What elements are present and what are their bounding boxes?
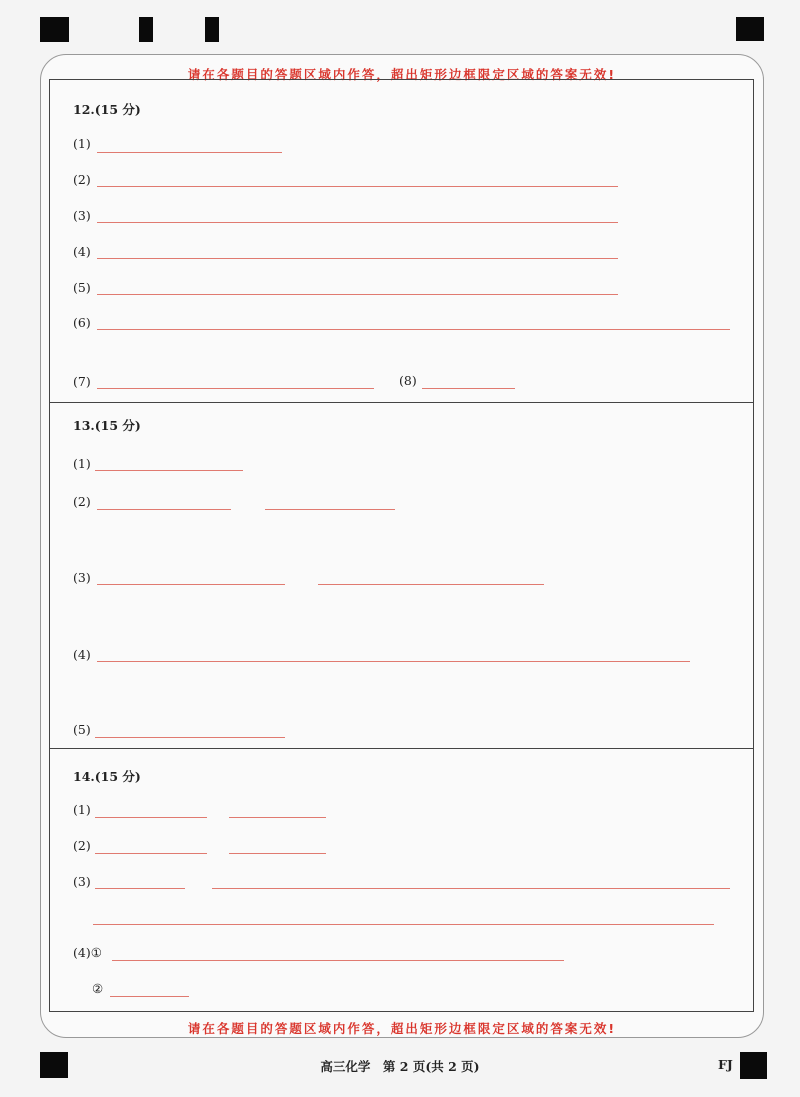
q12-answer-line-3[interactable] <box>97 222 618 223</box>
answer-box <box>49 79 754 1012</box>
q12-answer-line-5[interactable] <box>97 294 618 295</box>
q14-label-4: (4)① <box>73 945 102 960</box>
q13-answer-line-2a[interactable] <box>97 509 231 510</box>
q14-answer-line-4a[interactable] <box>112 960 564 961</box>
section-divider <box>50 748 753 749</box>
q13-label-1: (1) <box>73 456 91 471</box>
q14-answer-line-3b[interactable] <box>212 888 730 889</box>
registration-mark <box>736 17 764 41</box>
q14-answer-line-3a[interactable] <box>95 888 185 889</box>
q13-label-4: (4) <box>73 647 91 662</box>
q14-answer-line-2b[interactable] <box>229 853 326 854</box>
q12-label-5: (5) <box>73 280 91 295</box>
q12-answer-line-6[interactable] <box>97 329 730 330</box>
page-footer: 高三化学 第 2 页(共 2 页) <box>320 1059 480 1074</box>
q13-title: 13.(15 分) <box>73 418 141 433</box>
registration-mark <box>40 17 69 42</box>
q13-answer-line-3a[interactable] <box>97 584 285 585</box>
q13-answer-line-3b[interactable] <box>318 584 544 585</box>
q14-label-2: (2) <box>73 838 91 853</box>
registration-mark <box>205 17 219 42</box>
q12-answer-line-8[interactable] <box>422 388 515 389</box>
q14-label-1: (1) <box>73 802 91 817</box>
q12-answer-line-1[interactable] <box>97 152 282 153</box>
q13-answer-line-2b[interactable] <box>265 509 395 510</box>
top-notice: 请在各题目的答题区域内作答，超出矩形边框限定区域的答案无效! <box>187 67 617 82</box>
q14-answer-line-2a[interactable] <box>95 853 207 854</box>
q13-answer-line-4[interactable] <box>97 661 690 662</box>
q12-answer-line-4[interactable] <box>97 258 618 259</box>
q12-title: 12.(15 分) <box>73 102 141 117</box>
q12-label-2: (2) <box>73 172 91 187</box>
q13-label-3: (3) <box>73 570 91 585</box>
q14-title: 14.(15 分) <box>73 769 141 784</box>
q13-answer-line-1[interactable] <box>95 470 243 471</box>
subject-code: FJ <box>718 1057 733 1072</box>
q14-label-4-sub2: ② <box>92 981 104 996</box>
q13-label-5: (5) <box>73 722 91 737</box>
bottom-notice: 请在各题目的答题区域内作答，超出矩形边框限定区域的答案无效! <box>187 1021 617 1036</box>
q14-answer-line-1b[interactable] <box>229 817 326 818</box>
q12-answer-line-2[interactable] <box>97 186 618 187</box>
q14-answer-line-1a[interactable] <box>95 817 207 818</box>
q12-label-1: (1) <box>73 136 91 151</box>
q12-label-8: (8) <box>399 373 417 388</box>
q12-label-3: (3) <box>73 208 91 223</box>
q14-answer-line-3c[interactable] <box>93 924 714 925</box>
registration-mark <box>139 17 153 42</box>
section-divider <box>50 402 753 403</box>
q12-label-6: (6) <box>73 315 91 330</box>
q12-answer-line-7[interactable] <box>97 388 374 389</box>
q14-answer-line-4b[interactable] <box>110 996 189 997</box>
q12-label-7: (7) <box>73 374 91 389</box>
q14-label-3: (3) <box>73 874 91 889</box>
q13-label-2: (2) <box>73 494 91 509</box>
q13-answer-line-5[interactable] <box>95 737 285 738</box>
q12-label-4: (4) <box>73 244 91 259</box>
